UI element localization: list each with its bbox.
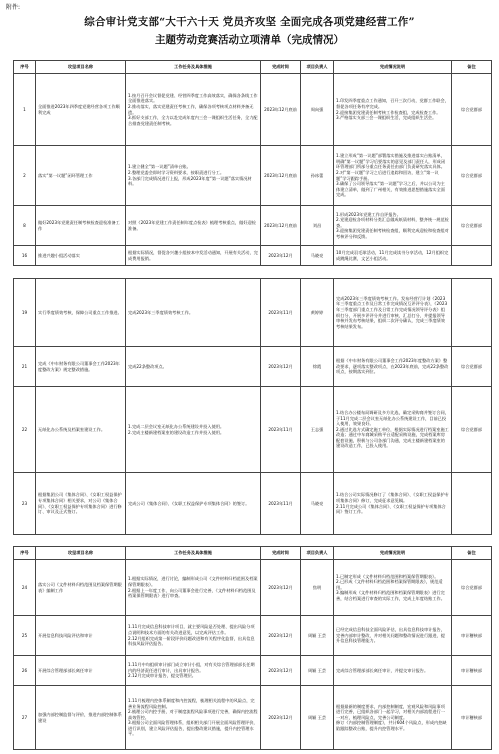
completion-time-cell: 2023年12月	[261, 347, 301, 387]
completion-time-cell: 2023年12月底前	[261, 206, 301, 246]
project-owner-cell: 孙冰蕾	[301, 146, 334, 206]
column-header: 完成情况说明	[334, 547, 452, 560]
project-name-cell: 加强内部控制监督与评价，推进内部控制体系建设	[36, 686, 126, 750]
completion-description-cell: 根据最新的制度要求，内部控制制度，宏观风险和风险事项进行完善，已组织各部门一起学习，对相关内部流程进行一一对应，梳理风险点，完善公司制度。 修订《内部控制管理制度》，共计604个风险点，形成内控缺陷跟踪整改台账，提升内控管理水平。	[334, 686, 452, 750]
task-measures-cell: 1.根据实际情况，进行讨论，编制形成公司《文件材料归档范围及档案保管期限表》。 2.根据上一年度工作，向公司董事会进行完善，《文件材料归档范围及档案保管期限表》进行审查。	[126, 560, 261, 616]
table-row	[14, 656, 492, 686]
completion-time-cell: 2023年11月	[261, 279, 301, 347]
remark-cell: 审计稽核部	[452, 656, 492, 686]
document-title: 综合审计党支部“大干六十天 党员齐攻坚 全面完成各项党建经营工作”	[84, 16, 415, 28]
task-measures-cell: 完成22条整改项点。	[126, 347, 261, 387]
row-number-cell: 23	[14, 473, 36, 535]
project-name-cell: 落实“第一议题”闭环管理工作	[36, 146, 126, 206]
project-owner-cell: 周颖 王芸	[301, 656, 334, 686]
completion-time-cell: 2023年12月	[261, 656, 301, 686]
completion-time-cell: 2023年12月底前	[261, 146, 301, 206]
completion-description-cell: 1.已制定形成《文件材料归档范围和档案保管期限表》。 2.已形成《文件材料归档范围和档案保管期限表》，规范适用。 3.编制形成《文件材料归档范围和档案保管期限表》进行完善，结合档案进行审查的实际工作，完成上年度结账工作。	[334, 560, 452, 616]
column-header: 备注	[452, 547, 492, 560]
table-row	[14, 616, 492, 656]
project-name-cell: 实行季度绩效考核，保障公司重点工作推进。	[36, 279, 126, 347]
column-header: 工作任务及具体措施	[126, 547, 261, 560]
task-measures-cell: 完成2023年三季度绩效考核工作。	[126, 279, 261, 347]
column-header: 完成时间	[261, 547, 301, 560]
column-header: 攻坚项目名称	[36, 547, 126, 560]
remark-cell: 综合党群部	[452, 74, 492, 146]
document-subtitle: 主题劳动竞赛活动立项清单（完成情况）	[155, 34, 344, 46]
column-header: 项目负责人	[301, 61, 334, 74]
row-number-cell: 16	[14, 246, 36, 266]
project-owner-cell: 黄婷婷	[301, 279, 334, 347]
completion-description-cell: 10月完成羽毛球活动，11月完成读书分享活动，12月组织完成跳绳比赛，文艺小组活动。	[334, 246, 452, 266]
project-owner-cell: 王志强	[301, 387, 334, 473]
task-table-1	[13, 60, 492, 266]
project-name-cell: 完成《中车财务有限公司董事会工作2023年度整改方案》规定整改措施。	[36, 347, 126, 387]
project-owner-cell: 马晓亮	[301, 473, 334, 535]
attachment-label: 附件:	[6, 4, 21, 11]
column-header: 序号	[14, 61, 36, 74]
completion-time-cell: 2023年12月	[261, 560, 301, 616]
project-owner-cell: 焦明	[301, 560, 334, 616]
project-owner-cell: 马晓亮	[301, 246, 334, 266]
completion-time-cell: 2023年11月	[261, 473, 301, 535]
row-number-cell: 8	[14, 206, 36, 246]
project-name-cell: 推进兴趣小组活动落实	[36, 246, 126, 266]
completion-description-cell: 1.形成2023年党建工作自评报告。 2.党建迎检各项材料分类汇总做成纸质材料，整齐统一规范检查。 3.迎接集团党建责任制考核检查组，顺利完成迎检和检查组对考核评分和反馈。	[334, 206, 452, 246]
remark-cell: 综合党群部	[452, 206, 492, 246]
completion-description-cell: 1.结合公司实际情况修订了《集体合同》、《女职工权益保护专项集体合同》修订，完成征求意见稿。 2.11月完成公司《集体合同》、《女职工权益保护专项集体合同》签订工作。	[334, 473, 452, 535]
table-row	[14, 279, 492, 347]
remark-cell	[452, 246, 492, 266]
table-row	[14, 686, 492, 750]
table-row	[14, 246, 492, 266]
project-name-cell: 根据集团公司《集体合同》、《女职工权益保护专项集体合同》相关要求，对公司《集体合同》、《女职工权益保护专项集体合同》进行修订、审议及正式签订。	[36, 473, 126, 535]
completion-time-cell: 2023年12月	[261, 686, 301, 750]
completion-description-cell: 1.印发四季度重点工作通知，召开三次行动，党群工作联会，督促各项任务有序完成。 2.迎接集团党建责任制考核工作检查组，完成检查工作。 3.严格落实支部三会一课组织生活，完成组织生活会。	[334, 74, 452, 146]
project-name-cell: 开展综合管理部部长离任审计	[36, 656, 126, 686]
table-header-row	[14, 547, 492, 560]
row-number-cell: 2	[14, 146, 36, 206]
project-name-cell: 开展信息科技风险评估和审计	[36, 616, 126, 656]
task-measures-cell: 1.完成二层会议室无纸化办公系统建设并投入使用。 2.完成主楼新建档案室的建设改造工作并投入使用。	[126, 387, 261, 473]
task-measures-cell: 1.11月梳理内控体系制度和内控流程，梳理相关流程中的风险点，完善业务流程风险控制。 2.梳理公司内控手册，对于制度流程风险事项进行完善，确保内控流程高效管控。 3.根据公司全面风险管理体系，组织相关部门开展全面风险管理评价，进行识别，建立风险评估报告，提出整改建议措施，提升内控管理水平。	[126, 686, 261, 750]
remark-cell: 综合党群部	[452, 146, 492, 206]
project-name-cell: 全面推进2023年四季度党建经营各项工作顺利完成	[36, 74, 126, 146]
remark-cell	[452, 473, 492, 535]
row-number-cell: 26	[14, 656, 36, 686]
table-row	[14, 74, 492, 146]
task-measures-cell: 1.11月完成信息科技审计项目，就主要风险是否处理、提出风险分项点说明和技术方面的有关改进意见，以完成评估工作。 2.12月组织完成第一阶段评价问题改进和有关程序化监督，出具信息科技风险评估报告。	[126, 616, 261, 656]
table-row	[14, 473, 492, 535]
table-row	[14, 387, 492, 473]
project-name-cell: 无纸化办公系统及档案室建设工作。	[36, 387, 126, 473]
column-header: 序号	[14, 547, 36, 560]
table-row	[14, 560, 492, 616]
task-measures-cell: 完成公司《集体合同》、《女职工权益保护专项集体合同》的签订。	[126, 473, 261, 535]
table-header-row	[14, 61, 492, 74]
table-row	[14, 206, 492, 246]
row-number-cell: 27	[14, 686, 36, 750]
row-number-cell: 1	[14, 74, 36, 146]
column-header: 工作任务及具体措施	[126, 61, 261, 74]
task-measures-cell: 1.建立健全“第一议题”清单台账。 2.整理党委会即时学习资料要求，按职责进行分工。 3.各部门完成情况进行上报，形成2023年度“第一议题”落实情况材料。	[126, 146, 261, 206]
completion-time-cell: 2023年12月底前	[261, 74, 301, 146]
project-owner-cell: 周颖 王芸	[301, 616, 334, 656]
column-header: 项目负责人	[301, 547, 334, 560]
completion-description-cell: 根据《中车财务有限公司董事会工作2023年度整改方案》整改要求，逐项落实整改项点，在2023年底前，完成22条整改项点，按期落实到位。	[334, 347, 452, 387]
task-table-2	[13, 278, 492, 535]
completion-description-cell: 完成2023年三季度绩效考核工作。发布经营行计划《2023年三季度重点工作及日常工作完成情况互评评分表》，《2023年三季度部门重点工作及日常工作完成情况领导评分表》组织打分，开展多评评分并进行审核，汇总打分，并提报领导审核并发布考核结果，组织二次评分确认，完成三季度绩效考核结果发布。	[334, 279, 452, 347]
row-number-cell: 25	[14, 616, 36, 656]
remark-cell: 综合党群部	[452, 560, 492, 616]
completion-time-cell: 2023年12月	[261, 616, 301, 656]
completion-time-cell: 2023年12月	[261, 246, 301, 266]
task-measures-cell: 对照《2023年党建工作责任制年度点检表》梳理考核重点，做好迎检准备。	[126, 206, 261, 246]
remark-cell: 审计稽核部	[452, 686, 492, 750]
project-owner-cell: 周颖 王芸	[301, 686, 334, 750]
completion-description-cell: 1.结合办公楼布局调研及多方比选，确定采购商并签订合同，于11月完成二层会议室无纸化办公系统建设工作，目前已投入使用，效果良好。 2.通过比选方式确定施工单位，根据实际情况进行档案室施工改造；通过中车商城采购平台适配采购设施，完成档案库房配套设施，积极与公司各部门沟通，完成主楼新建档案室的建设改造工作，已投入使用。	[334, 387, 452, 473]
task-table-3	[13, 546, 492, 750]
project-owner-cell: 徐霞	[301, 347, 334, 387]
task-measures-cell: 1.按月召开会议督促党建、经营四季度工作高效落实，确保各条线工作全面推进落实。 2.推动落实，落实党建责任考核工作，确保各项考核项点材料齐备无遗。 3.抓好支部工作，全力以赴完成年度内三会一课组织生活任务，全力配合排查党建责任制考核。	[126, 74, 261, 146]
table-row	[14, 146, 492, 206]
row-number-cell: 22	[14, 387, 36, 473]
completion-description-cell: 已经完成信息科技全面风险评估，出具信息科技审计报告，完善内部审计整改，并对相关问题和整改情况进行跟进，提升信息科技管理能力。	[334, 616, 452, 656]
row-number-cell: 19	[14, 279, 36, 347]
table-row	[14, 347, 492, 387]
row-number-cell: 24	[14, 560, 36, 616]
project-owner-cell: 刘昌	[301, 206, 334, 246]
project-name-cell: 落实公司《文件材料归档范围及档案保管期限表》编制工作	[36, 560, 126, 616]
remark-cell: 综合党群部	[452, 347, 492, 387]
project-owner-cell: 周向强	[301, 74, 334, 146]
column-header: 备注	[452, 61, 492, 74]
remark-cell	[452, 279, 492, 347]
task-measures-cell: 1.11月中旬组织审计部门成立审计小组，对有关综合管理部部长任期内的经济责任进行审计，出具审计报告。 2.12月完成审计报告，提交管理层。	[126, 656, 261, 686]
column-header: 完成时间	[261, 61, 301, 74]
row-number-cell: 21	[14, 347, 36, 387]
completion-description-cell: 1.建立形成“第一议题”部署落实措施及推进落实台账清单，明确“第一议题”学习后要落实的意见及部门责任人，形成闭环管理部门所部分重点任务责任由部门负责研究落实具体。 2.对“第一议题”学习之后进行追踪和回访，建立“第一议题”学习跟踪手册。 3.确保了公司领导落实“第一议题”学习之后，并以公司为主体建立清单，做到了广州相关，有效推进思想措施落实全面完成。	[334, 146, 452, 206]
project-name-cell: 做好2023年党建责任制考核检查迎检准备工作	[36, 206, 126, 246]
column-header: 完成情况说明	[334, 61, 452, 74]
column-header: 攻坚项目名称	[36, 61, 126, 74]
remark-cell: 审计稽核部	[452, 616, 492, 656]
completion-time-cell: 2023年11月	[261, 387, 301, 473]
completion-description-cell: 完成综合管理部部长离任审计，并提交审计报告。	[334, 656, 452, 686]
task-measures-cell: 根据实际情况，督促各兴趣小组按本中发活动通知，开展有关活动，完成费用报销。	[126, 246, 261, 266]
remark-cell: 综合党群部	[452, 387, 492, 473]
